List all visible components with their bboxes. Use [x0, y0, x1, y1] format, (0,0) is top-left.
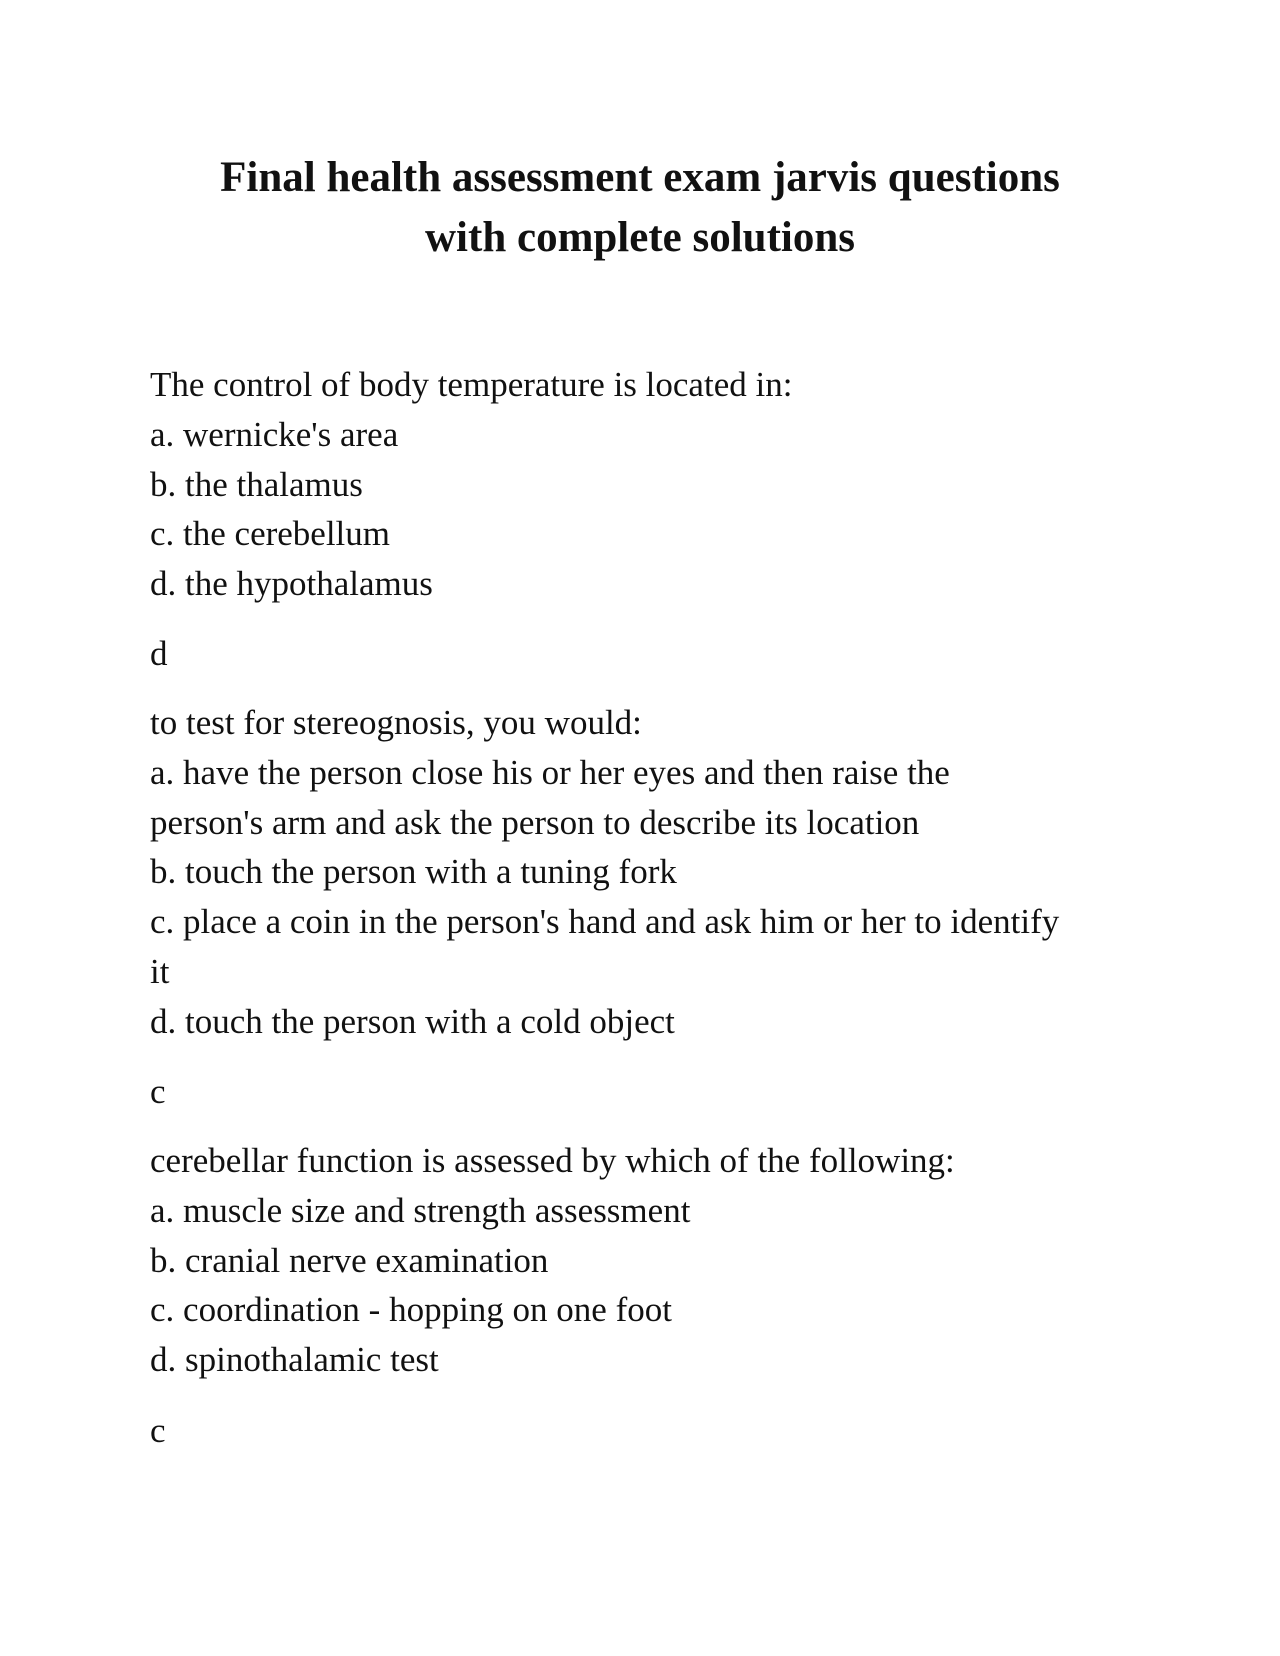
- question-2-option-c: c. place a coin in the person's hand and ask him or her to identify: [150, 902, 1060, 942]
- question-1-option-c: c. the cerebellum: [150, 514, 391, 554]
- question-2-option-d: d. touch the person with a cold object: [150, 1001, 675, 1041]
- question-2-option-b: b. touch the person with a tuning fork: [150, 852, 677, 892]
- question-2-option-a-continued: person's arm and ask the person to describe its location: [150, 802, 920, 842]
- question-3-option-a: a. muscle size and strength assessment: [150, 1190, 691, 1230]
- question-1-option-d: d. the hypothalamus: [150, 564, 433, 604]
- title-line-2: with complete solutions: [425, 214, 855, 261]
- question-2-option-a: a. have the person close his or her eyes and then raise the: [150, 752, 950, 792]
- question-1-option-a: a. wernicke's area: [150, 414, 399, 454]
- question-2: [150, 698, 1150, 1047]
- question-1-answer: d: [150, 634, 168, 673]
- question-3-stem: cerebellar function is assessed by which of the following:: [150, 1141, 955, 1180]
- question-2-stem: to test for stereognosis, you would:: [150, 703, 642, 742]
- question-3-option-c: c. coordination - hopping on one foot: [150, 1290, 672, 1330]
- question-3-answer: c: [150, 1411, 166, 1450]
- question-2-answer: c: [150, 1072, 166, 1111]
- question-3-option-d: d. spinothalamic test: [150, 1340, 439, 1380]
- title-line-1: Final health assessment exam jarvis questions: [220, 154, 1060, 201]
- question-1-option-b: b. the thalamus: [150, 464, 363, 504]
- question-3-option-b: b. cranial nerve examination: [150, 1240, 549, 1280]
- question-3: [150, 1136, 1150, 1385]
- document-title: [150, 148, 1130, 268]
- question-2-option-c-continued: it: [150, 951, 170, 991]
- question-1-stem: The control of body temperature is located in:: [150, 365, 793, 404]
- question-1: [150, 360, 1150, 609]
